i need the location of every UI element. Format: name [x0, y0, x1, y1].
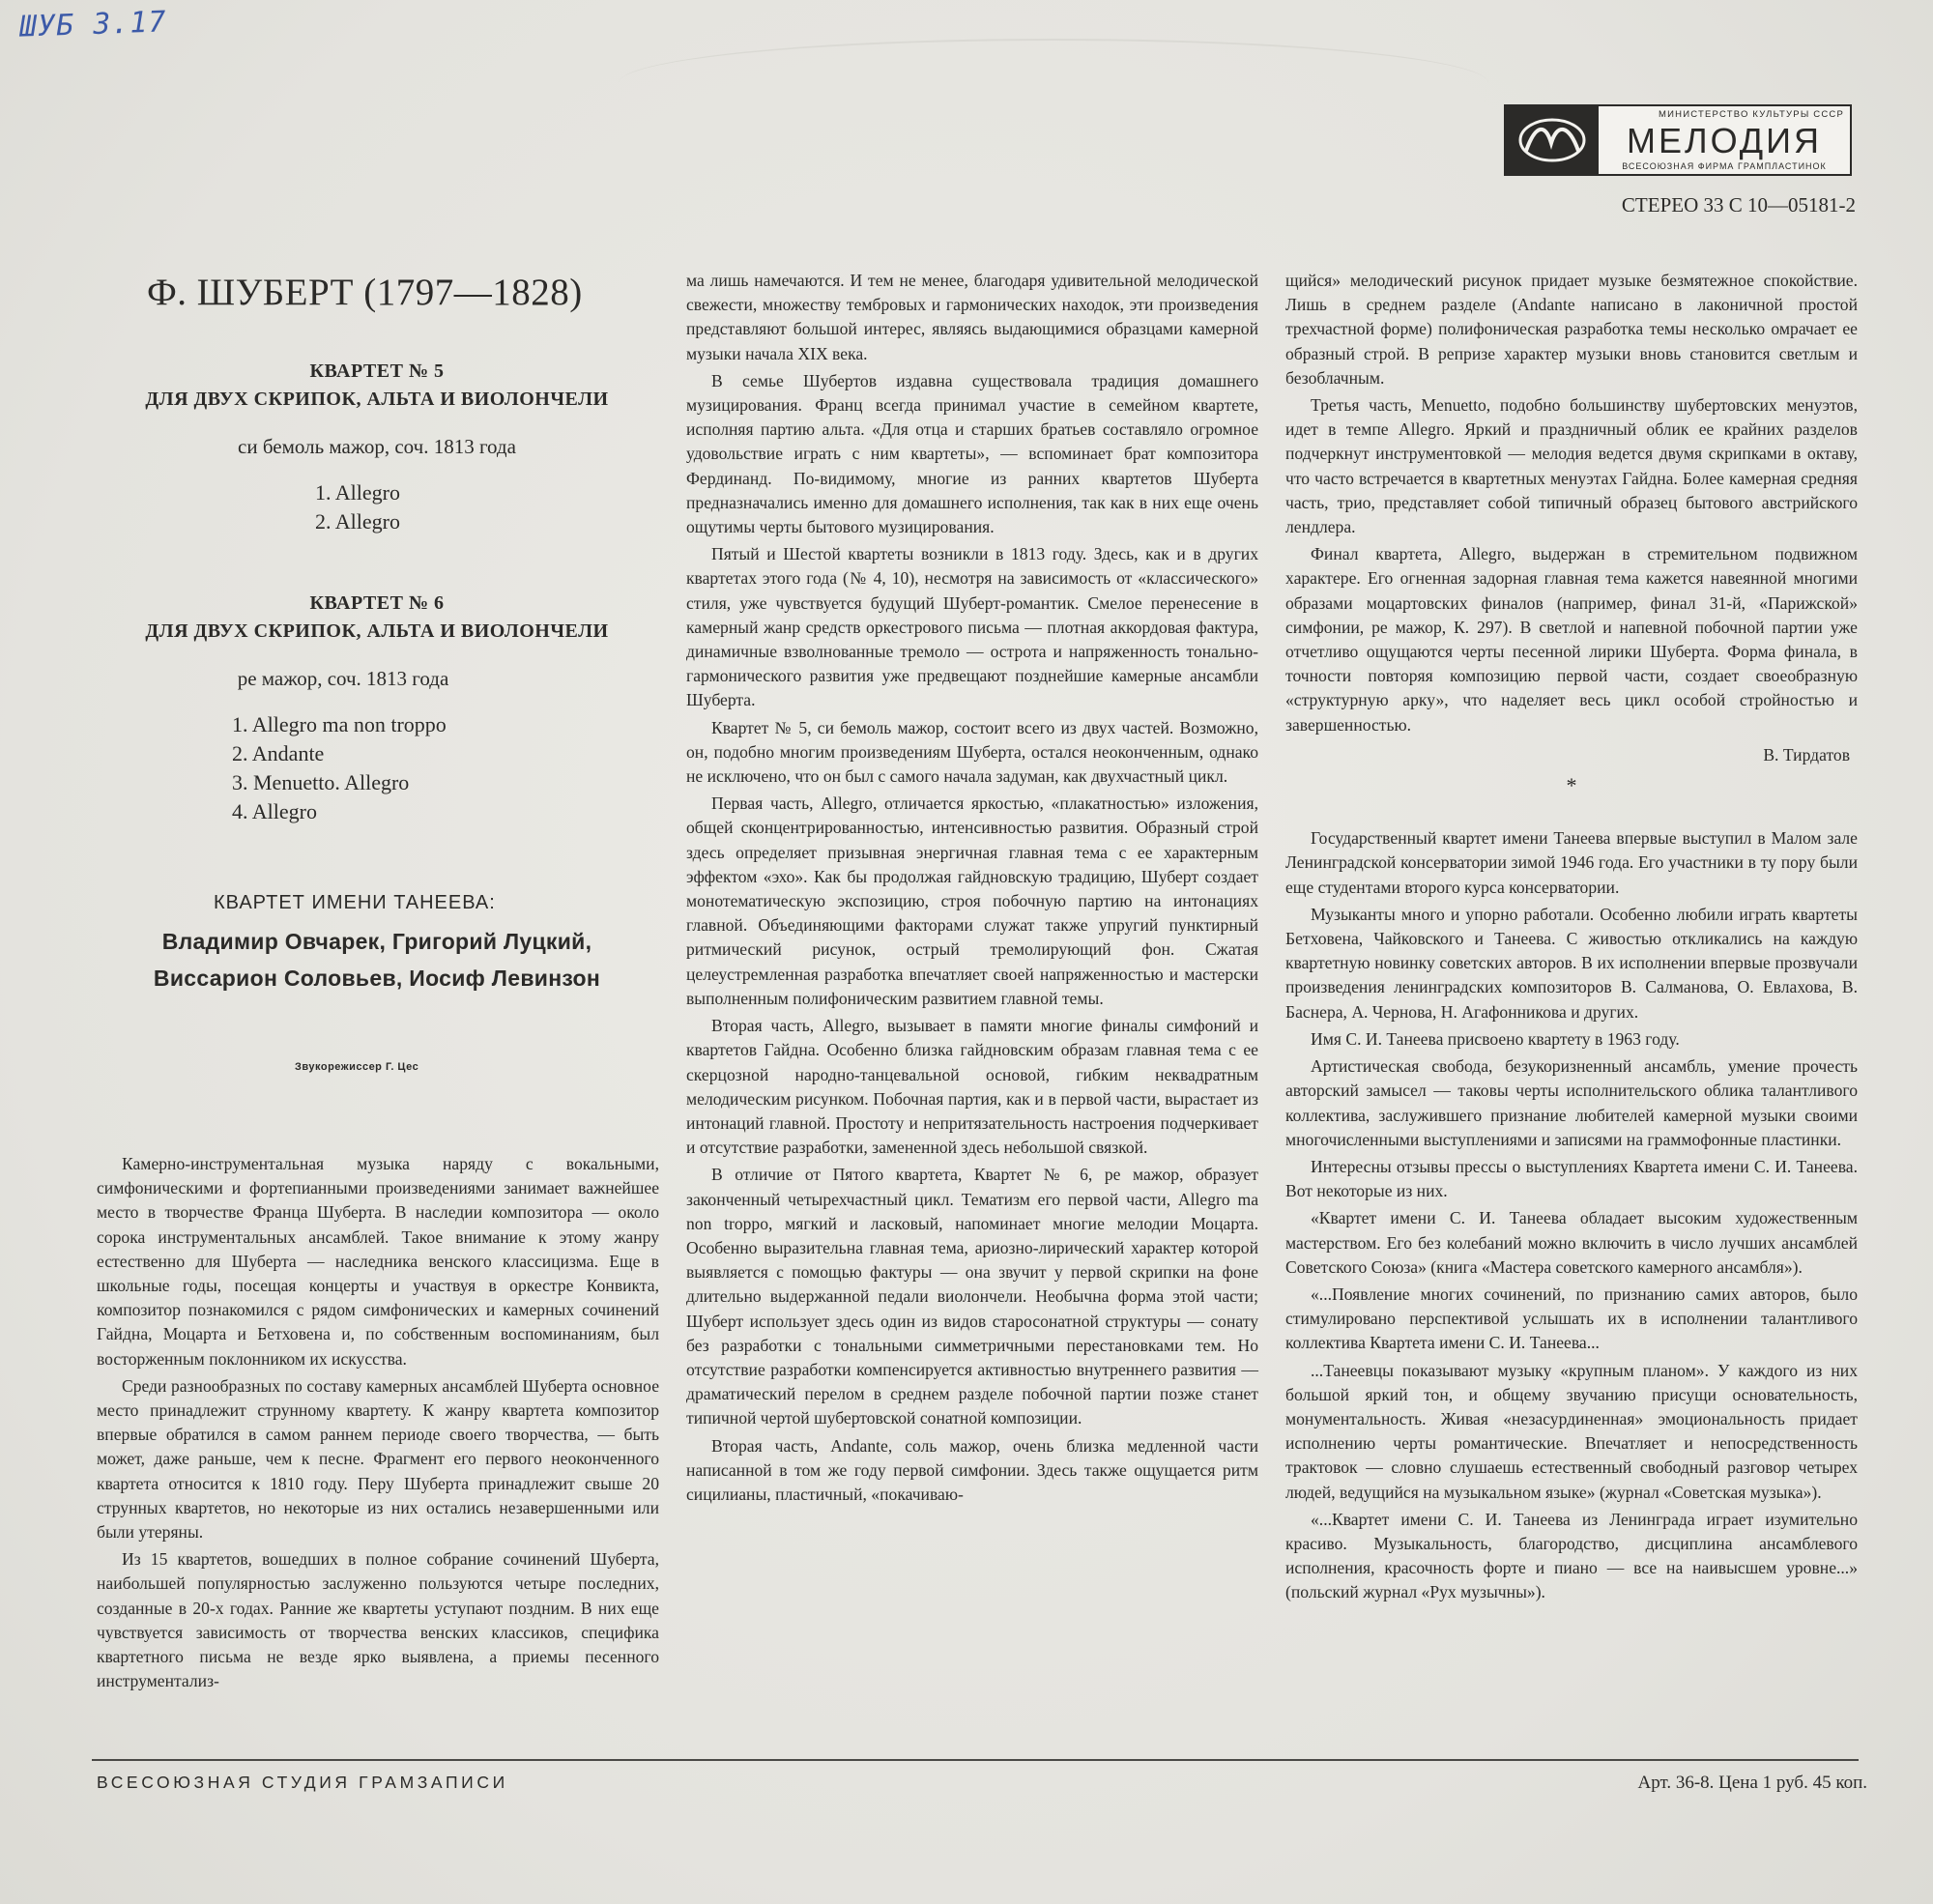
price-info: Арт. 36-8. Цена 1 руб. 45 коп. [1637, 1773, 1867, 1793]
paragraph: «...Появление многих сочинений, по признанию самих авторов, было стимулировано перспективой услышать их в исполнении талантливого коллектива Квартета имени С. И. Танеева... [1285, 1284, 1858, 1353]
studio-name: ВСЕСОЮЗНАЯ СТУДИЯ ГРАМЗАПИСИ [97, 1773, 508, 1792]
paragraph: ма лишь намечаются. И тем не менее, благодаря удивительной мелодической свежести, множеству тембровых и гармонических находок, эти произведения представляют большой интерес, являясь выдающимися образцами камерной музыки начала XIX века. [686, 271, 1258, 363]
paragraph: Артистическая свобода, безукоризненный ансамбль, умение прочесть авторский замысел — таковы черты исполнительского облика талантливого коллектива, заслужившего признание любителей камерной музыки своими многочисленными выступлениями и записями на граммофонные пластинки. [1285, 1056, 1858, 1149]
members-line: Владимир Овчарек, Григорий Луцкий, [161, 929, 592, 954]
author-signature: В. Тирдатов [1763, 744, 1850, 764]
movement-list [232, 710, 667, 826]
firm-label: ВСЕСОЮЗНАЯ ФИРМА ГРАМПЛАСТИНОК [1622, 161, 1827, 171]
movement: 2. Andante [232, 740, 325, 765]
vinyl-ring-wear [619, 39, 1488, 128]
brand-name: МЕЛОДИЯ [1626, 120, 1823, 160]
ensemble-heading: КВАРТЕТ ИМЕНИ ТАНЕЕВА: [214, 892, 496, 913]
melodiya-logo [1504, 104, 1852, 176]
paragraph: Из 15 квартетов, вошедших в полное собрание сочинений Шуберта, наибольшей популярностью заслуженно пользуются четыре последних, созданные в 20-х годах. Ранние же квартеты уступают поздним. В них еще чувствуется зависимость от творчества венских классиков, специфика квартетного письма не везде ярко выявлена, а приемы песенного инструментализ- [97, 1549, 659, 1691]
movement-list [315, 478, 667, 536]
movement: 3. Menuetto. Allegro [232, 769, 410, 794]
quartet-title: КВАРТЕТ № 6 [309, 592, 445, 614]
paragraph: Квартет № 5, си бемоль мажор, состоит всего из двух частей. Возможно, он, подобно многим произведениям Шуберта, остался неоконченным, однако не исключено, что он был с самого начала задуман, как двухчастный цикл. [686, 717, 1258, 787]
section-separator: * [1566, 773, 1577, 798]
paragraph: В отличие от Пятого квартета, Квартет № 6, ре мажор, образует законченный четырехчастный цикл. Тематизм его первой части, Allegro ma non troppo, мягкий и ласковый, напоминает многие мелодии Моцарта. Особенно выразительна главная тема, ариозно-лирический характер которой выявляется с помощью фактуры — она звучит у первой скрипки на фоне длительно выдержанной педали виолончели. Необычна форма этой части; Шуберт использует здесь один из видов старосонатной структуры — сонату без разработки с тональными симметричными перестановками тем. Но отсутствие разработки компенсируется активностью внутреннего развития — драматический перелом в среднем разделе побочной партии позже станет типичной чертой шубертовской сонатной композиции. [686, 1165, 1258, 1428]
paragraph: Имя С. И. Танеева присвоено квартету в 1963 году. [1311, 1028, 1680, 1049]
paragraph: ...Танеевцы показывают музыку «крупным планом». У каждого из них большой яркий тон, и общему звучанию присущи основательность, монументальность. Живая «незасурдиненная» эмоциональность придает исполнению черты романтические. Впечатляет и непосредственность трактовок — словно слушаешь естественный свободный разговор четырех людей, ведущийся на музыкальном языке» (журнал «Советская музыка»). [1285, 1360, 1858, 1502]
movement: 2. Allegro [315, 508, 400, 534]
quartet-6 [87, 590, 667, 826]
essay-column-3 [1285, 269, 1858, 1608]
catalog-number: СТЕРЕО 33 С 10—05181-2 [1621, 193, 1856, 216]
quartet-title: КВАРТЕТ № 5 [309, 361, 445, 382]
paragraph: Камерно-инструментальная музыка наряду с вокальными, симфоническими и фортепианными произведениями занимает важнейшее место в творчестве Франца Шуберта. В наследии композитора — около сорока инструментальных ансамблей. Такое внимание к этому жанру естественно для Шуберта — наследника венского классицизма. Еще в школьные годы, посещая концерты и участвуя в оркестре Конвикта, композитор познакомился с рядом симфонических и камерных сочинений Гайдна, Моцарта и Бетховена и, по собственным воспоминаниям, был восторженным поклонником их искусства. [97, 1154, 659, 1369]
quartet-key: ре мажор, соч. 1813 года [237, 667, 449, 690]
movement: 1. Allegro [315, 480, 400, 505]
quartet-instrumentation: ДЛЯ ДВУХ СКРИПОК, АЛЬТА И ВИОЛОНЧЕЛИ [145, 620, 609, 642]
paragraph: Пятый и Шестой квартеты возникли в 1813 году. Здесь, как и в других квартетах этого года (№ 4, 10), несмотря на зависимость от «классического» стиля, уже чувствуется будущий Шуберт-романтик. Смелое перенесение в камерный жанр средств оркестрового письма — плотная аккордовая фактура, динамичные взволнованные тремоло — острота и напряженность тонально-гармонического развития уже предвещают позднейшие камерные ансамбли Шуберта. [686, 544, 1258, 710]
paragraph: Вторая часть, Andante, соль мажор, очень близка медленной части написанной в том же году первой симфонии. Здесь также ощущается ритм сицилианы, пластичный, «покачиваю- [686, 1435, 1258, 1504]
paragraph: щийся» мелодический рисунок придает музыке безмятежное спокойствие. Лишь в среднем разделе (Andante написано в лаконичной простой трехчастной форме) полифоническая разработка темы несколько омрачает ее образный строй. В репризе характер музыки вновь становится светлым и безоблачным. [1285, 271, 1858, 388]
ensemble-members [87, 924, 667, 997]
sound-engineer: Звукорежиссер Г. Цес [295, 1061, 419, 1073]
handwritten-note: ШУБ 3.17 [18, 5, 168, 44]
paragraph: Третья часть, Menuetto, подобно большинству шубертовских менуэтов, идет в темпе Allegro. Яркий и праздничный облик ее крайних разделов подчеркнут инструментовкой — мелодия ведется двумя скрипками в октаву, что часто встречается в квартетных менуэтах Гайдна. Более камерная средняя часть, трио, представляет собой типичный образец бытового австрийского лендлера. [1285, 395, 1858, 537]
footer-divider [92, 1759, 1859, 1761]
essay-column-1 [97, 1152, 659, 1696]
paragraph: «...Квартет имени С. И. Танеева из Ленинграда играет изумительно красиво. Музыкальность, благородство, дисциплина ансамблевого исполнения, красочность форте и пиано — все на наивысшем уровне...» (польский журнал «Рух музычны»). [1285, 1509, 1858, 1602]
ministry-label: МИНИСТЕРСТВО КУЛЬТУРЫ СССР [1659, 109, 1844, 120]
quartet-5 [87, 358, 667, 536]
paragraph: Интересны отзывы прессы о выступлениях Квартета имени С. И. Танеева. Вот некоторые из них. [1285, 1156, 1858, 1201]
members-line: Виссарион Соловьев, Иосиф Левинзон [153, 965, 601, 991]
composer-title: Ф. ШУБЕРТ (1797—1828) [147, 272, 583, 313]
paragraph: Государственный квартет имени Танеева впервые выступил в Малом зале Ленинградской консерватории зимой 1946 года. Его участники в ту пору были еще студентами второго курса консерватории. [1285, 828, 1858, 897]
paragraph: Музыканты много и упорно работали. Особенно любили играть квартеты Бетховена, Чайковского и Танеева. С живостью откликались на каждую квартетную новинку советских авторов. В их исполнении впервые прозвучали произведения ленинградских композиторов В. Салманова, О. Евлахова, В. Баснера, А. Чернова, Н. Агафонникова и других. [1285, 904, 1858, 1022]
quartet-instrumentation: ДЛЯ ДВУХ СКРИПОК, АЛЬТА И ВИОЛОНЧЕЛИ [145, 389, 609, 410]
essay-column-2 [686, 269, 1258, 1510]
paragraph: Вторая часть, Allegro, вызывает в памяти многие финалы симфоний и квартетов Гайдна. Особенно близка гайдновским образам главная тема с ее скерцозной народно-танцевальной основой, гибким неквадратным мелодическим рисунком. Побочная партия, как и в первой части, вырастает из интонаций главной. Простоту и непритязательность настроения подчеркивает и отсутствие разработки, замененной здесь небольшой связкой. [686, 1016, 1258, 1158]
melodiya-emblem-icon [1506, 106, 1599, 174]
paragraph: Первая часть, Allegro, отличается яркостью, «плакатностью» изложения, общей сконцентрированностью, интенсивностью развития. Образный строй здесь определяет призывная энергичная главная тема с ее характерным эффектом «эхо». Как бы продолжая гайдновскую традицию, Шуберт создает монотематическую экспозицию, строя побочную партию на интонациях главной. Объединяющими факторами служат также упругий пунктирный ритмический рисунок, острый тремолирующий фон. Сжатая целеустремленная разработка впечатляет своей напряженностью и мастерски выполненным полифоническим развитием главной темы. [686, 793, 1258, 1008]
paragraph: Среди разнообразных по составу камерных ансамблей Шуберта основное место принадлежит струнному квартету. К жанру квартета композитор впервые обратился в самом раннем периоде своего творчества, — быть может, даже раньше, чем к песне. Фрагмент его первого неоконченного квартета относится к 1810 году. Перу Шуберта принадлежит свыше 20 струнных квартетов, но некоторые из них остались незавершенными или были утеряны. [97, 1375, 659, 1543]
movement: 1. Allegro ma non troppo [232, 712, 447, 736]
movement: 4. Allegro [232, 798, 317, 823]
paragraph: В семье Шубертов издавна существовала традиция домашнего музицирования. Франц всегда принимал участие в семейном квартете, исполняя партию альта. «Для отца и старших братьев составляло огромное удовольствие играть с ним квартеты», — вспоминает брат композитора Фердинанд. По-видимому, многие из ранних квартетов Шуберта предназначались именно для домашнего исполнения, так как в них еще очень ощутимы черты бытового музицирования. [686, 370, 1258, 537]
paragraph: «Квартет имени С. И. Танеева обладает высоким художественным мастерством. Его без колебаний можно включить в число лучших ансамблей Советского Союза» (книга «Мастера советского камерного ансамбля»). [1285, 1208, 1858, 1277]
paragraph: Финал квартета, Allegro, выдержан в стремительном подвижном характере. Его огненная задорная главная тема кажется навеянной многими образами моцартовских финалов (например, финал 31-й, «Парижской» симфонии, ре мажор, К. 297). В светлой и напевной побочной партии уже отчетливо ощущаются черты песенной лирики Шуберта. Форма финала, в точности повторяя композицию первой части, создает своеобразную «структурную арку», что наделяет весь цикл особой стройностью и завершенностью. [1285, 544, 1858, 735]
quartet-key: си бемоль мажор, соч. 1813 года [238, 435, 516, 458]
